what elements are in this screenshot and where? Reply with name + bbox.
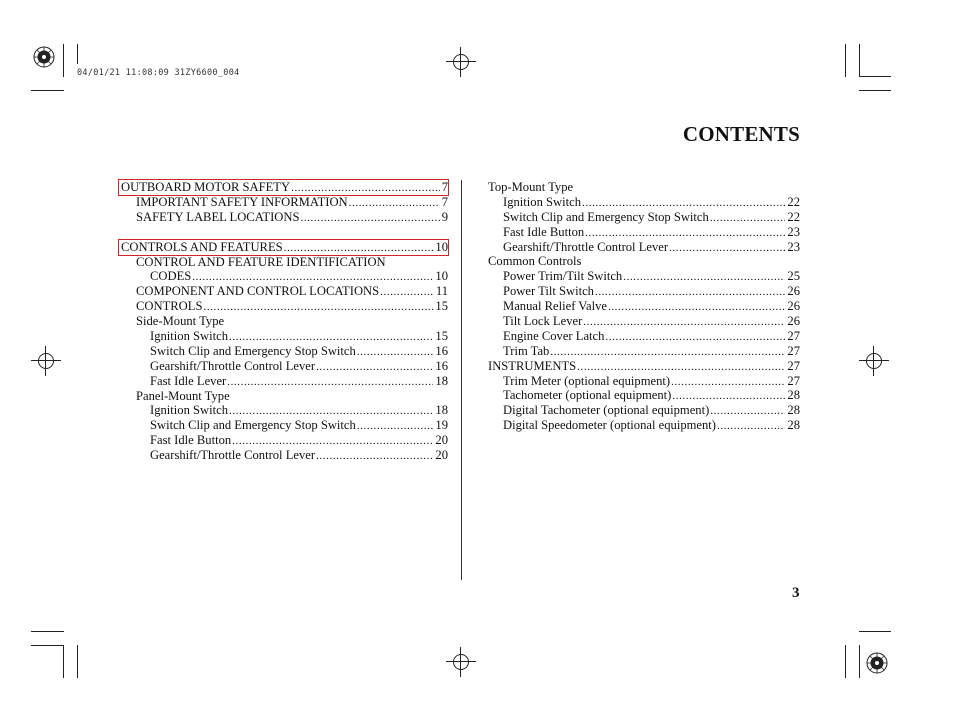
- toc-entry-page: 7: [441, 194, 448, 209]
- toc-entry[interactable]: [488, 195, 800, 210]
- toc-entry[interactable]: [121, 284, 448, 299]
- toc-entry-label: Fast Idle Lever: [150, 373, 227, 388]
- toc-entry-label: Trim Meter (optional equipment): [503, 373, 671, 388]
- toc-entry-label: Fast Idle Button: [503, 224, 585, 239]
- toc-entry[interactable]: [121, 433, 448, 448]
- toc-entry-label: Tachometer (optional equipment): [503, 388, 672, 403]
- toc-entry-page: 19: [435, 418, 448, 433]
- toc-entry-label: Gearshift/Throttle Control Lever: [503, 239, 669, 254]
- toc-entry[interactable]: [121, 359, 448, 374]
- toc-dot-leader: [380, 285, 434, 300]
- toc-entry-label: Panel-Mount Type: [136, 388, 230, 403]
- toc-dot-leader: [229, 330, 433, 345]
- toc-dot-leader: [710, 211, 786, 226]
- toc-dot-leader: [291, 181, 440, 196]
- print-timestamp: 04/01/21 11:08:09 31ZY6600_004: [77, 68, 240, 78]
- toc-entry[interactable]: [488, 254, 800, 269]
- toc-entry-page: 18: [435, 403, 448, 418]
- toc-entry[interactable]: [119, 180, 448, 195]
- toc-entry-label: INSTRUMENTS: [488, 358, 577, 373]
- toc-entry[interactable]: [121, 389, 448, 404]
- toc-dot-leader: [232, 434, 433, 449]
- toc-entry-page: 28: [787, 388, 800, 403]
- toc-entry[interactable]: [488, 403, 800, 418]
- toc-dot-leader: [316, 360, 433, 375]
- toc-dot-leader: [583, 315, 785, 330]
- toc-dot-leader: [550, 345, 785, 360]
- toc-entry-page: 23: [787, 239, 800, 254]
- toc-dot-leader: [582, 196, 785, 211]
- registration-rosette-icon: [33, 46, 55, 68]
- toc-entry-page: 26: [787, 284, 800, 299]
- toc-entry-label: Digital Speedometer (optional equipment): [503, 418, 716, 433]
- toc-entry-label: Manual Relief Valve: [503, 299, 607, 314]
- toc-entry-page: 15: [435, 329, 448, 344]
- toc-right-column: [488, 180, 800, 433]
- toc-entry[interactable]: [488, 210, 800, 225]
- toc-entry-page: 7: [441, 180, 448, 194]
- toc-dot-leader: [671, 375, 785, 390]
- column-divider: [461, 180, 462, 580]
- toc-dot-leader: [669, 241, 785, 256]
- toc-entry-page: 9: [441, 209, 448, 224]
- toc-dot-leader: [585, 226, 785, 241]
- registration-crosshair-icon: [446, 47, 476, 77]
- toc-entry-page: 20: [435, 448, 448, 463]
- toc-entry-label: Switch Clip and Emergency Stop Switch: [503, 209, 709, 224]
- toc-entry-page: 18: [435, 373, 448, 388]
- toc-entry-page: 27: [787, 328, 800, 343]
- toc-entry[interactable]: [121, 299, 448, 314]
- registration-rosette-icon: [866, 652, 888, 674]
- toc-entry[interactable]: [121, 210, 448, 225]
- toc-entry-label: CONTROLS: [136, 299, 203, 314]
- toc-dot-leader: [595, 285, 785, 300]
- toc-entry-page: 26: [787, 314, 800, 329]
- toc-entry[interactable]: [121, 448, 448, 463]
- toc-dot-leader: [227, 375, 433, 390]
- page-title: CONTENTS: [682, 122, 800, 146]
- registration-crosshair-icon: [859, 346, 889, 376]
- registration-crosshair-icon: [446, 647, 476, 677]
- toc-dot-leader: [672, 389, 785, 404]
- toc-entry[interactable]: [121, 195, 448, 210]
- toc-entry[interactable]: [488, 388, 800, 403]
- registration-crosshair-icon: [31, 346, 61, 376]
- toc-entry-page: 11: [435, 284, 448, 299]
- toc-entry[interactable]: [121, 374, 448, 389]
- toc-entry-label: Switch Clip and Emergency Stop Switch: [150, 418, 356, 433]
- toc-entry[interactable]: [488, 240, 800, 255]
- toc-entry[interactable]: [488, 225, 800, 240]
- toc-entry-label: Side-Mount Type: [136, 314, 225, 329]
- toc-entry-label: Trim Tab: [503, 343, 550, 358]
- toc-entry-page: 23: [787, 224, 800, 239]
- toc-entry-page: 15: [435, 299, 448, 314]
- toc-entry-page: 22: [787, 209, 800, 224]
- toc-entry-label: CONTROLS AND FEATURES: [121, 239, 283, 254]
- toc-entry-label: IMPORTANT SAFETY INFORMATION: [136, 194, 348, 209]
- page-number: 3: [792, 585, 800, 601]
- toc-entry-label: CONTROL AND FEATURE IDENTIFICATION: [136, 254, 386, 269]
- toc-entry-page: 28: [787, 418, 800, 433]
- toc-dot-leader: [229, 404, 433, 419]
- toc-dot-leader: [349, 196, 440, 211]
- toc-entry[interactable]: [121, 269, 448, 284]
- toc-entry[interactable]: [121, 314, 448, 329]
- toc-entry-page: 25: [787, 269, 800, 284]
- toc-entry-label: Common Controls: [488, 254, 582, 269]
- toc-entry-page: 16: [435, 343, 448, 358]
- toc-entry-label: Top-Mount Type: [488, 180, 574, 194]
- toc-dot-leader: [710, 404, 785, 419]
- toc-entry-page: 26: [787, 299, 800, 314]
- toc-entry[interactable]: [488, 299, 800, 314]
- toc-entry[interactable]: [488, 314, 800, 329]
- toc-entry[interactable]: [488, 180, 800, 195]
- toc-dot-leader: [608, 300, 785, 315]
- toc-entry[interactable]: [488, 344, 800, 359]
- toc-entry-page: 16: [435, 358, 448, 373]
- toc-dot-leader: [357, 345, 434, 360]
- toc-left-column: [121, 180, 448, 463]
- toc-entry-label: Engine Cover Latch: [503, 328, 605, 343]
- toc-entry-label: Ignition Switch: [150, 329, 229, 344]
- toc-entry-label: Ignition Switch: [150, 403, 229, 418]
- toc-entry-page: 20: [435, 433, 448, 448]
- toc-entry-label: SAFETY LABEL LOCATIONS: [136, 209, 300, 224]
- toc-entry[interactable]: [488, 418, 800, 433]
- toc-entry-label: Ignition Switch: [503, 194, 582, 209]
- toc-dot-leader: [203, 300, 433, 315]
- toc-entry-page: 10: [435, 239, 448, 254]
- toc-dot-leader: [192, 270, 433, 285]
- toc-entry-page: 22: [787, 194, 800, 209]
- toc-dot-leader: [605, 330, 785, 345]
- toc-entry-label: Power Tilt Switch: [503, 284, 594, 299]
- toc-entry[interactable]: [121, 418, 448, 433]
- toc-entry-page: 27: [787, 373, 800, 388]
- toc-dot-leader: [357, 419, 434, 434]
- toc-entry-label: Gearshift/Throttle Control Lever: [150, 358, 316, 373]
- toc-entry[interactable]: [121, 329, 448, 344]
- toc-entry[interactable]: [488, 284, 800, 299]
- toc-entry-label: Gearshift/Throttle Control Lever: [150, 448, 316, 463]
- toc-entry-page: 27: [787, 358, 800, 373]
- toc-entry[interactable]: [488, 329, 800, 344]
- toc-entry-label: Tilt Lock Lever: [503, 314, 583, 329]
- toc-dot-leader: [300, 211, 439, 226]
- toc-dot-leader: [623, 270, 785, 285]
- toc-entry-label: OUTBOARD MOTOR SAFETY: [121, 180, 291, 194]
- toc-entry[interactable]: [119, 240, 448, 255]
- toc-entry-label: Power Trim/Tilt Switch: [503, 269, 623, 284]
- toc-dot-leader: [284, 241, 434, 256]
- toc-entry-page: 27: [787, 343, 800, 358]
- toc-dot-leader: [577, 360, 785, 375]
- toc-entry[interactable]: [488, 359, 800, 374]
- toc-entry[interactable]: [488, 374, 800, 389]
- toc-entry[interactable]: [121, 344, 448, 359]
- toc-entry-label: Digital Tachometer (optional equipment): [503, 403, 710, 418]
- toc-entry-label: COMPONENT AND CONTROL LOCATIONS: [136, 284, 380, 299]
- toc-entry-label: Switch Clip and Emergency Stop Switch: [150, 343, 356, 358]
- toc-entry-page: 10: [435, 269, 448, 284]
- toc-dot-leader: [717, 419, 785, 434]
- toc-entry-page: 28: [787, 403, 800, 418]
- toc-entry[interactable]: [121, 255, 448, 270]
- toc-entry-label: CODES: [150, 269, 192, 284]
- toc-entry-label: Fast Idle Button: [150, 433, 232, 448]
- toc-dot-leader: [316, 449, 433, 464]
- toc-entry[interactable]: [121, 403, 448, 418]
- toc-entry[interactable]: [488, 269, 800, 284]
